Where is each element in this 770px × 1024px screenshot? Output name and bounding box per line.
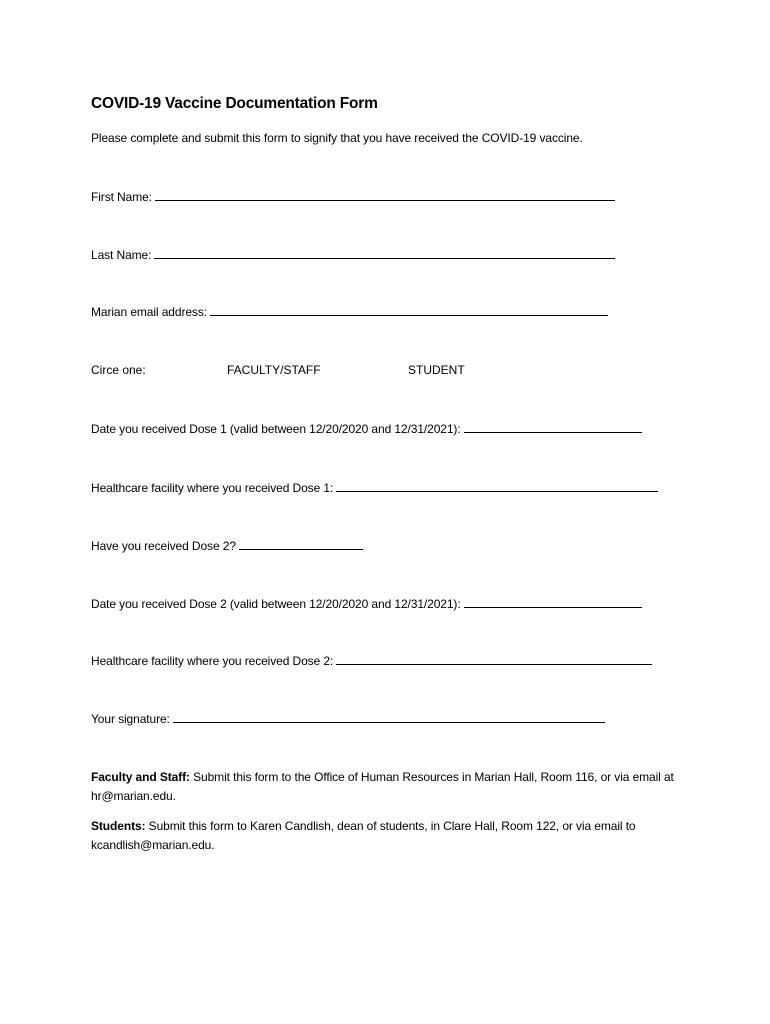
dose2-date-row [91, 596, 642, 611]
signature-label: Your signature: [91, 712, 170, 726]
circle-one-row [91, 363, 591, 379]
dose1-date-row [91, 421, 642, 436]
students-note [91, 817, 691, 855]
dose1-facility-row [91, 480, 658, 495]
faculty-staff-note-label: Faculty and Staff: [91, 770, 190, 784]
dose1-facility-label: Healthcare facility where you received Dose 1: [91, 481, 334, 495]
dose1-date-label: Date you received Dose 1 (valid between 12/20/2020 and 12/31/2021): [91, 422, 461, 436]
faculty-staff-note-text: Submit this form to the Office of Human Resources in Marian Hall, Room 116, or via email at hr@marian.edu. [91, 770, 674, 803]
dose1-facility-field[interactable] [336, 480, 658, 492]
first-name-field[interactable] [155, 189, 615, 201]
first-name-row [91, 189, 615, 204]
option-faculty-staff[interactable]: FACULTY/STAFF [227, 363, 321, 377]
dose2-date-label: Date you received Dose 2 (valid between 12/20/2020 and 12/31/2021): [91, 597, 461, 611]
last-name-field[interactable] [154, 247, 615, 259]
dose1-date-field[interactable] [464, 421, 642, 433]
email-row [91, 304, 608, 319]
dose2-facility-row [91, 653, 652, 668]
circle-one-label: Circe one: [91, 363, 146, 377]
students-note-label: Students: [91, 819, 146, 833]
last-name-row [91, 247, 615, 262]
page-title: COVID-19 Vaccine Documentation Form [91, 95, 378, 112]
dose2-received-row [91, 538, 363, 553]
intro-text: Please complete and submit this form to signify that you have received the COVID-19 vaccine. [91, 131, 583, 145]
email-field[interactable] [210, 304, 608, 316]
dose2-received-field[interactable] [239, 538, 363, 550]
last-name-label: Last Name: [91, 248, 152, 262]
dose2-received-label: Have you received Dose 2? [91, 539, 236, 553]
faculty-staff-note [91, 768, 691, 806]
signature-field[interactable] [173, 711, 605, 723]
dose2-date-field[interactable] [464, 596, 642, 608]
email-label: Marian email address: [91, 305, 207, 319]
option-student[interactable]: STUDENT [408, 363, 465, 377]
dose2-facility-label: Healthcare facility where you received Dose 2: [91, 654, 334, 668]
first-name-label: First Name: [91, 190, 152, 204]
dose2-facility-field[interactable] [336, 653, 652, 665]
signature-row [91, 711, 605, 726]
students-note-text: Submit this form to Karen Candlish, dean of students, in Clare Hall, Room 122, or via email to kcandlish@marian.edu. [91, 819, 636, 852]
